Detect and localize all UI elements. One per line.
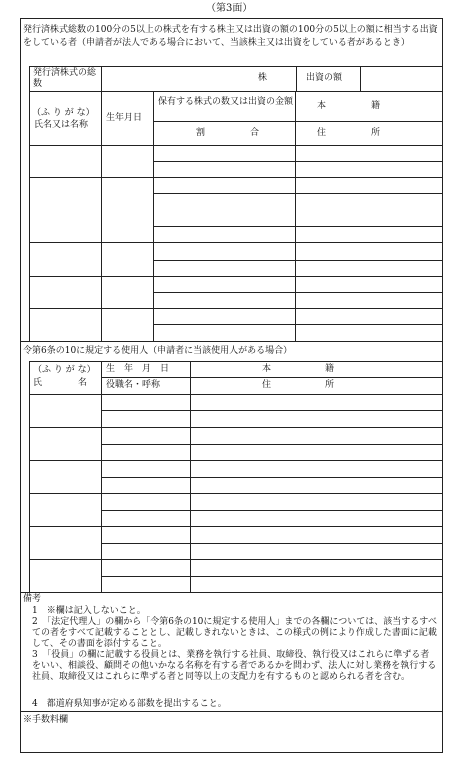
fee-stamp-area [21, 728, 442, 752]
capital-amount-value-field[interactable] [361, 67, 442, 91]
name-furigana-label: （ふ り が な） [32, 108, 95, 118]
total-shares-value-field[interactable] [102, 67, 252, 91]
employee-furigana-label: （ふ り が な） [33, 365, 96, 375]
note-item: 1 ※欄は記入しないこと。 [32, 606, 146, 616]
note-item: 2 「法定代理人」の欄から「令第6条の10に規定する使用人」までの各欄については、該当するすべての者をすべて記載することとし、記載しきれないときは、この様式の例により作成した書面に記載して、その書面を添付すること。 [32, 617, 438, 649]
total-shares-label: 発行済株式の総数 [33, 68, 97, 89]
honseki-label: 本 籍 [317, 101, 381, 111]
employee-name-label: 氏 名 [33, 378, 88, 388]
employee-dob-label: 生 年 月 日 [106, 364, 170, 374]
note-item: 3 「役員」の欄に記載する役員とは、業務を執行する社員、取締役、執行役又はこれらに準ずる者をいい、相談役、顧問その他いかなる名称を有する者であるかを問わず、法人に対し業務を執行する社員、取締役又はこれらに準ずる者と同等以上の支配力を有するものと認められる者を含む。 [32, 650, 437, 682]
section2-heading: 令第6条の10に規定する使用人（申請者に当該使用人がある場合） [23, 346, 293, 356]
address-label: 住 所 [317, 128, 381, 138]
page-label: （第3面） [206, 3, 253, 14]
employee-honseki-label: 本 籍 [262, 364, 335, 374]
notes-title: 備考 [23, 594, 42, 604]
shares-held-label: 保有する株式の数又は出資の金額 [158, 97, 294, 107]
section1-heading: 発行済株式総数の100分の5以上の株式を有する株主又は出資の額の100分の5以上の額に相当する出資をしている者（申請者が法人である場合において、当該株主又は出資をしている者があるとき） [23, 25, 438, 48]
note-item: 4 都道府県知事が定める部数を提出すること。 [32, 699, 227, 709]
ratio-label: 割 合 [196, 128, 260, 138]
employee-title-label: 役職名・呼称 [106, 380, 161, 390]
dob-label: 生年月日 [106, 113, 143, 123]
fee-label: ※手数料欄 [23, 715, 69, 725]
shares-unit: 株 [258, 73, 268, 83]
capital-amount-label: 出資の額 [306, 73, 343, 83]
name-label: 氏名又は名称 [34, 120, 89, 130]
employee-address-label: 住 所 [262, 380, 335, 390]
